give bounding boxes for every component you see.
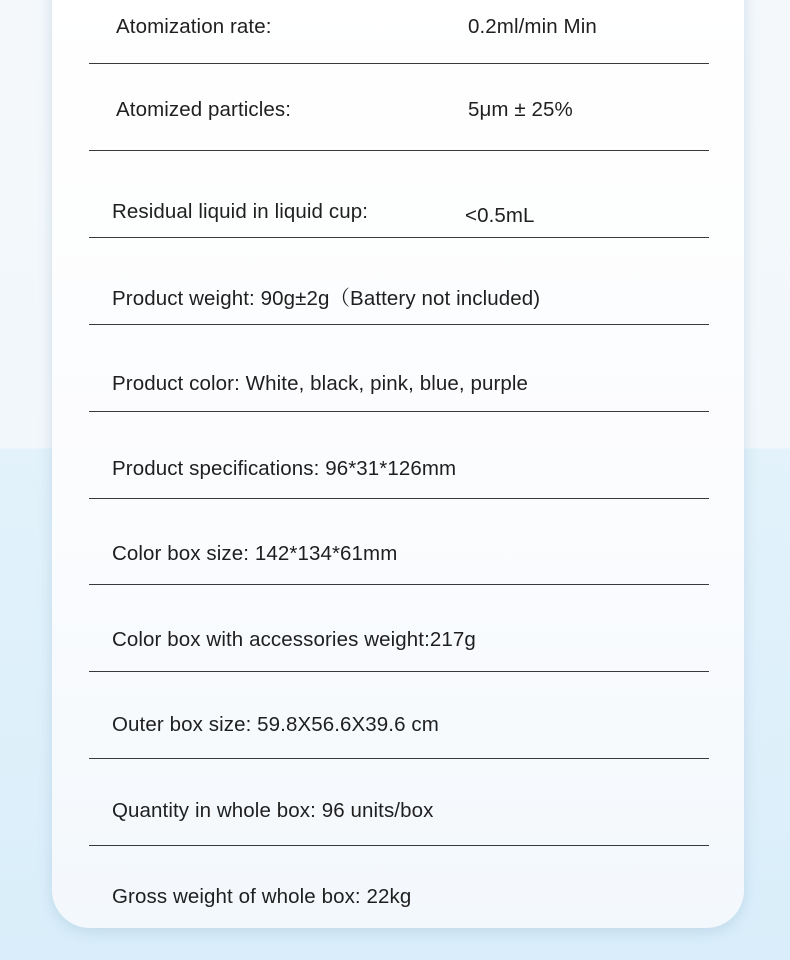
spec-value: 0.2ml/min Min bbox=[468, 15, 597, 38]
spec-row-residual-liquid bbox=[89, 151, 709, 238]
spec-label: Atomized particles: bbox=[116, 98, 292, 121]
spec-row-gross-weight bbox=[89, 846, 709, 926]
spec-row-product-color bbox=[89, 325, 709, 412]
spec-label: Gross weight of whole box: 22kg bbox=[112, 885, 412, 908]
spec-row-atomized-particles bbox=[89, 64, 709, 151]
spec-row-product-specifications bbox=[89, 412, 709, 499]
spec-label: Color box size: 142*134*61mm bbox=[112, 542, 398, 565]
spec-label: Residual liquid in liquid cup: bbox=[112, 200, 368, 223]
spec-label: Product color: White, black, pink, blue, purple bbox=[112, 372, 529, 395]
spec-row-color-box-weight bbox=[89, 585, 709, 672]
spec-label: Quantity in whole box: 96 units/box bbox=[112, 799, 434, 822]
spec-label: Product weight: 90g±2g（Battery not included) bbox=[112, 287, 541, 310]
spec-row-product-weight bbox=[89, 238, 709, 325]
spec-label: Atomization rate: bbox=[116, 15, 272, 38]
spec-row-quantity-whole-box bbox=[89, 759, 709, 846]
spec-row-atomization-rate bbox=[89, 0, 709, 64]
spec-row-outer-box-size bbox=[89, 672, 709, 759]
spec-label: Color box with accessories weight:217g bbox=[112, 628, 476, 651]
spec-row-color-box-size bbox=[89, 499, 709, 585]
spec-value: 5μm ± 25% bbox=[468, 98, 573, 121]
spec-label: Product specifications: 96*31*126mm bbox=[112, 457, 457, 480]
spec-value: <0.5mL bbox=[465, 204, 535, 227]
spec-label: Outer box size: 59.8X56.6X39.6 cm bbox=[112, 713, 439, 736]
